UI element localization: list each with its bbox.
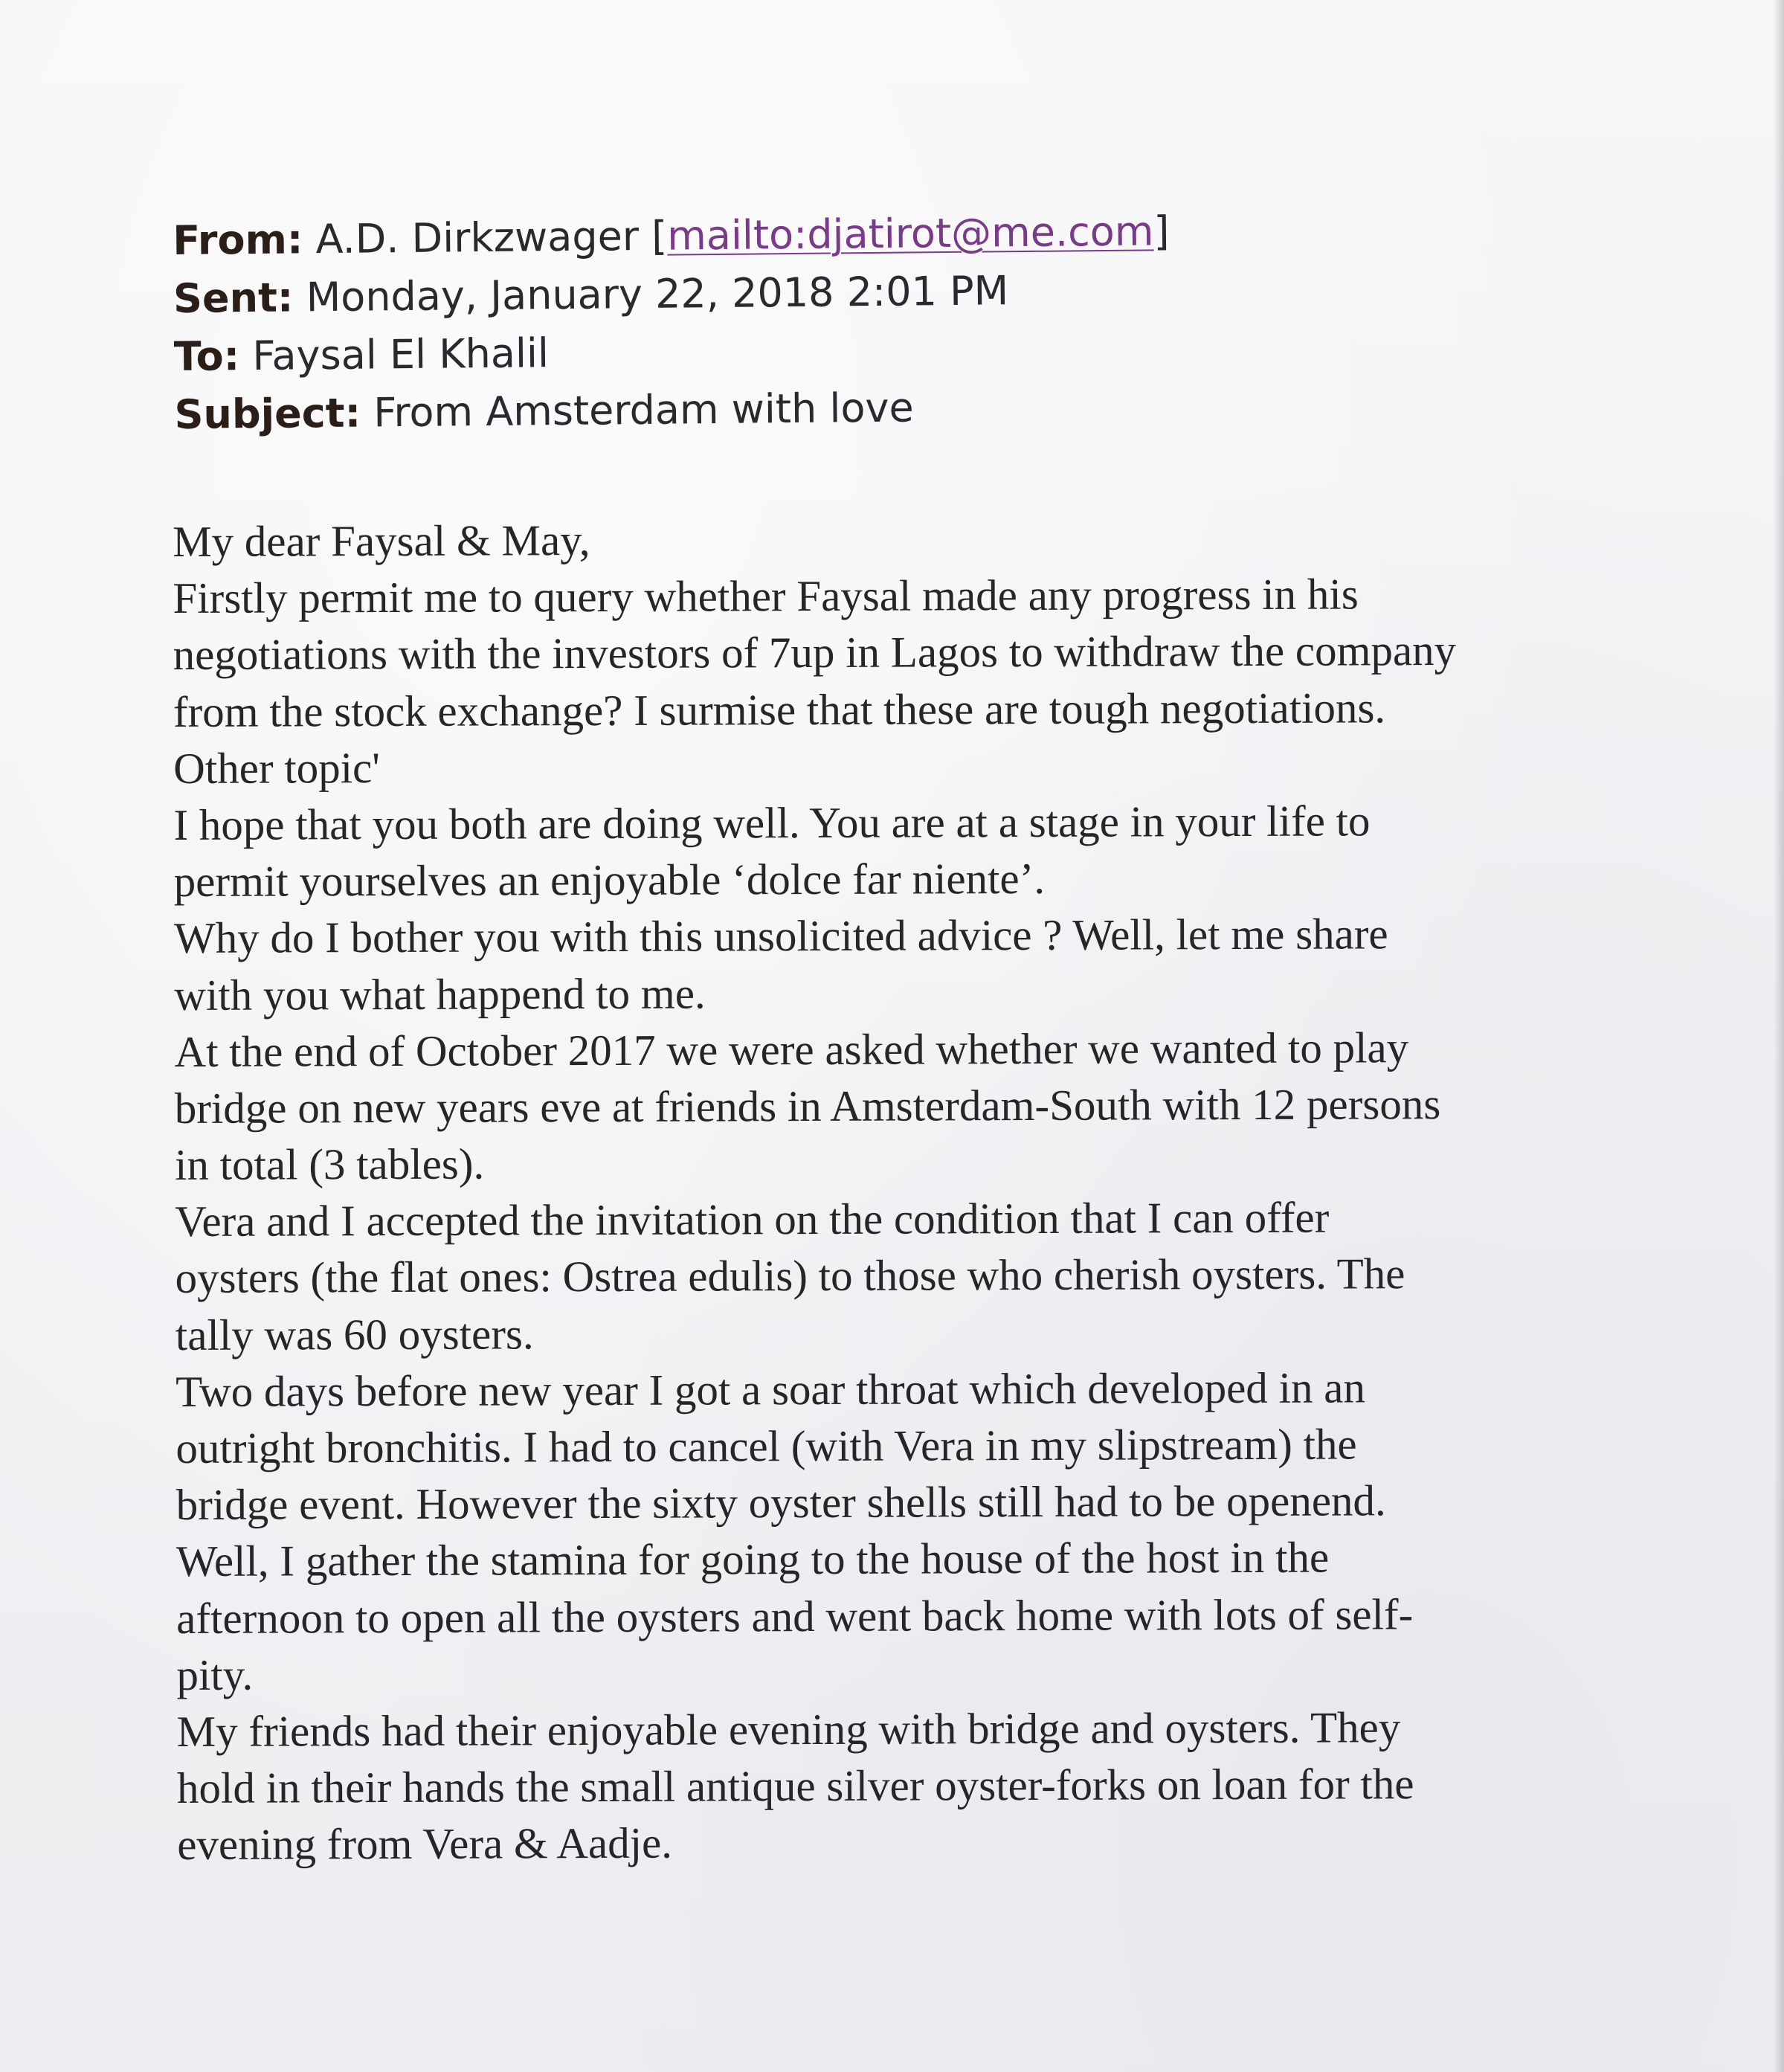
email-header [173,199,1588,444]
body-line: afternoon to open all the oysters and went back home with lots of self- [176,1589,1414,1643]
body-line: I hope that you both are doing well. You are at a stage in your life to [173,796,1371,849]
body-line: permit yourselves an enjoyable ‘dolce far niente’. [173,854,1046,907]
body-line: tally was 60 oysters. [175,1308,534,1360]
body-line: evening from Vera & Aadje. [177,1818,673,1870]
body-line: Firstly permit me to query whether Faysal made any progress in his [173,569,1359,623]
body-line: At the end of October 2017 we were asked whether we wanted to play [174,1022,1409,1076]
body-line: bridge event. However the sixty oyster shells still had to be openend. [175,1476,1386,1530]
body-line: Two days before new year I got a soar throat which developed in an [175,1362,1366,1416]
body-line: oysters (the flat ones: Ostrea edulis) to those who cherish oysters. The [175,1249,1405,1303]
body-line: in total (3 tables). [174,1139,485,1190]
body-line: pity. [176,1650,254,1699]
from-label: From: [173,216,303,264]
page-edge-shadow [1774,0,1784,2072]
body-line: My dear Faysal & May, [173,515,590,566]
body-line: My friends had their enjoyable evening with bridge and oysters. They [176,1702,1401,1756]
sent-label: Sent: [173,274,294,322]
body-line: negotiations with the investors of 7up in Lagos to withdraw the company [173,625,1457,680]
email-body [173,508,1664,1873]
from-name: A.D. Dirkzwager [315,212,640,263]
from-mailto-link[interactable]: mailto:djatirot@me.com [666,207,1154,260]
body-line: hold in their hands the small antique silver oyster-forks on loan for the [176,1759,1414,1813]
body-line: with you what happend to me. [174,968,706,1020]
from-bracket-close: ] [1153,207,1170,255]
from-bracket-open: [ [651,212,668,260]
body-line: Well, I gather the stamina for going to the house of the host in the [175,1532,1330,1586]
body-line: bridge on new years eve at friends in Amsterdam-South with 12 persons [174,1078,1441,1133]
body-line: Vera and I accepted the invitation on the condition that I can offer [175,1192,1330,1246]
sent-value: Monday, January 22, 2018 2:01 PM [306,267,1009,321]
subject-value: From Amsterdam with love [373,384,914,437]
body-line: from the stock exchange? I surmise that these are tough negotiations. [173,682,1386,736]
body-line: Why do I bother you with this unsolicited advice ? Well, let me share [173,909,1388,963]
body-line: outright bronchitis. I had to cancel (with Vera in my slipstream) the [175,1419,1357,1473]
to-value: Faysal El Khalil [252,329,550,379]
body-line: Other topic' [173,742,380,793]
subject-label: Subject: [174,389,361,438]
to-label: To: [173,332,240,380]
